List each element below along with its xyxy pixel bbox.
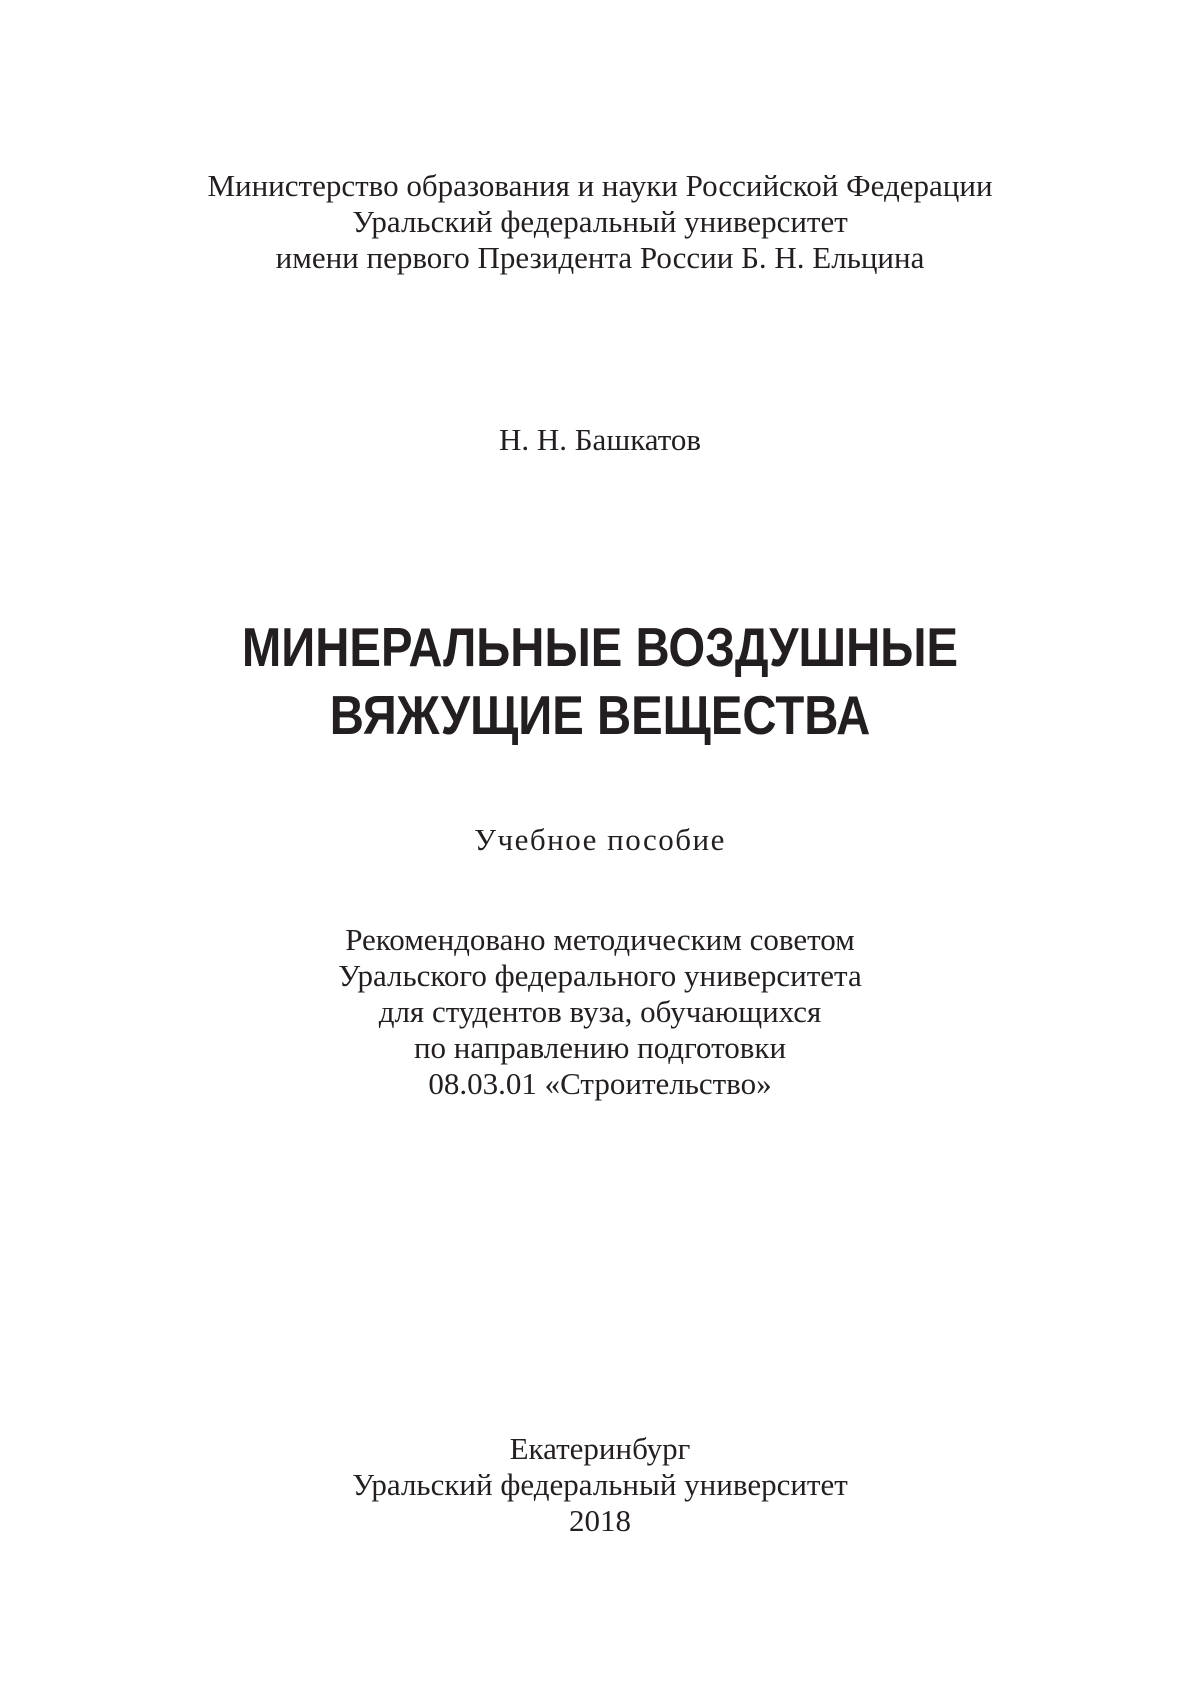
- ministry-line: Министерство образования и науки Российской Федерации: [207, 168, 993, 203]
- author-name: Н. Н. Башкатов: [498, 422, 702, 457]
- book-subtitle: Учебное пособие: [474, 822, 726, 857]
- imprint: [0, 1431, 1200, 1539]
- university-named-line: имени первого Президента России Б. Н. Ельцина: [275, 240, 925, 275]
- book-title-line-2: ВЯЖУЩИЕ ВЕЩЕСТВА: [329, 684, 871, 746]
- book-title-line-1: МИНЕРАЛЬНЫЕ ВОЗДУШНЫЕ: [241, 616, 959, 678]
- imprint-publisher: Уральский федеральный университет: [352, 1467, 848, 1502]
- recommendation-line-5: 08.03.01 «Строительство»: [428, 1066, 772, 1101]
- recommendation-line-2: Уральского федерального университета: [338, 958, 862, 993]
- recommendation-note: [0, 922, 1200, 1102]
- book-title: [84, 613, 1116, 749]
- institution-header: [0, 168, 1200, 276]
- university-line: Уральский федеральный университет: [352, 204, 848, 239]
- recommendation-line-3: для студентов вуза, обучающихся: [378, 994, 822, 1029]
- recommendation-line-4: по направлению подготовки: [413, 1030, 787, 1065]
- imprint-city: Екатеринбург: [509, 1431, 691, 1466]
- recommendation-line-1: Рекомендовано методическим советом: [345, 922, 855, 957]
- imprint-year: 2018: [569, 1503, 631, 1538]
